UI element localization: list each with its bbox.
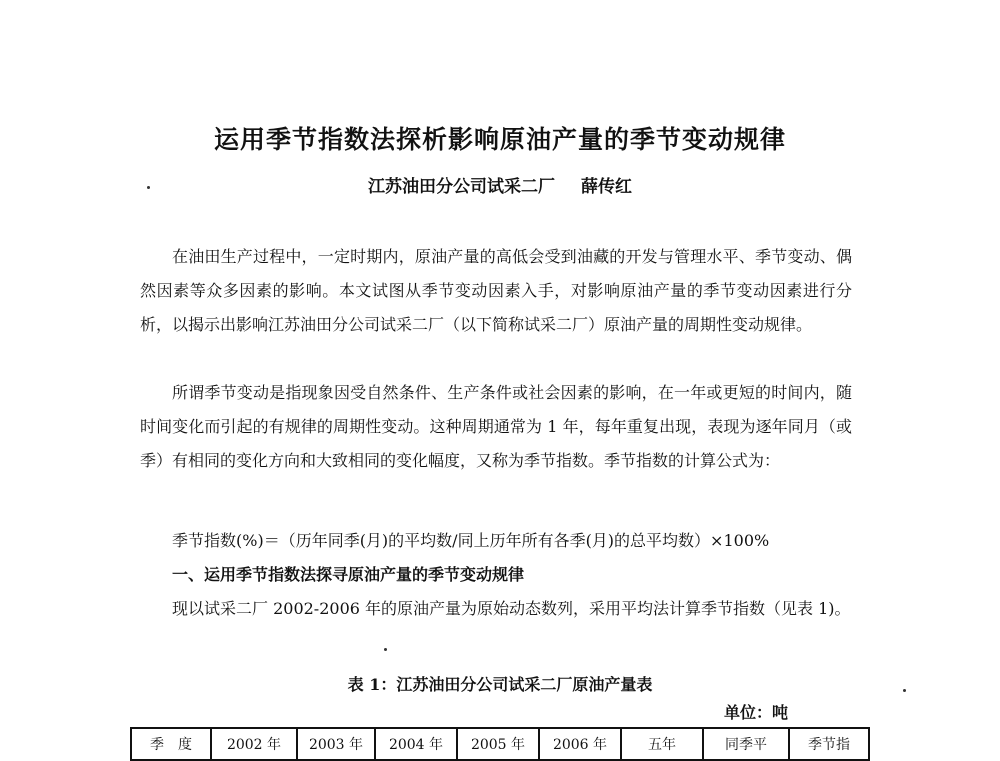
table-header-cell: 2003 年 bbox=[297, 728, 375, 760]
table-header-cell: 同季平 bbox=[703, 728, 789, 760]
paragraph-intro: 在油田生产过程中，一定时期内，原油产量的高低会受到油藏的开发与管理水平、季节变动、偶然因素等众多因素的影响。本文试图从季节变动因素入手，对影响原油产量的季节变动因素进行分析，以揭示出影响江苏油田分公司试采二厂（以下简称试采二厂）原油产量的周期性变动规律。 bbox=[140, 247, 852, 334]
scan-speck bbox=[384, 648, 387, 651]
paragraph-method: 现以试采二厂 2002-2006 年的原油产量为原始动态数列，采用平均法计算季节指数（见表 1)。 bbox=[172, 599, 851, 618]
author-affiliation: 江苏油田分公司试采二厂 bbox=[368, 177, 555, 197]
table-header-cell: 2006 年 bbox=[539, 728, 621, 760]
table-header-cell: 2005 年 bbox=[457, 728, 539, 760]
scan-speck bbox=[147, 186, 150, 189]
table-header-row bbox=[131, 728, 869, 760]
table-header-cell: 2002 年 bbox=[211, 728, 297, 760]
author-name: 薛传红 bbox=[581, 177, 632, 197]
scan-speck bbox=[903, 689, 906, 692]
author-line bbox=[0, 172, 1000, 197]
production-table bbox=[130, 727, 870, 761]
table-unit: 单位：吨 bbox=[724, 703, 789, 722]
formula-line: 季节指数(%)＝（历年同季(月)的平均数/同上历年所有各季(月)的总平均数）×100% bbox=[172, 531, 770, 550]
table-header-cell: 2004 年 bbox=[375, 728, 457, 760]
table-caption: 表 1：江苏油田分公司试采二厂原油产量表 bbox=[347, 675, 653, 694]
table-header-cell: 季 度 bbox=[131, 728, 211, 760]
paper-title: 运用季节指数法探析影响原油产量的季节变动规律 bbox=[213, 125, 786, 154]
table-header-cell: 季节指 bbox=[789, 728, 869, 760]
section-heading: 一、运用季节指数法探寻原油产量的季节变动规律 bbox=[172, 565, 525, 584]
paragraph-definition: 所谓季节变动是指现象因受自然条件、生产条件或社会因素的影响，在一年或更短的时间内，随时间变化而引起的有规律的周期性变动。这种周期通常为 1 年，每年重复出现，表现为逐年同月（或季）有相同的变化方向和大致相同的变化幅度，又称为季节指数。季节指数的计算公式为： bbox=[140, 383, 852, 470]
table-header-cell: 五年 bbox=[621, 728, 703, 760]
